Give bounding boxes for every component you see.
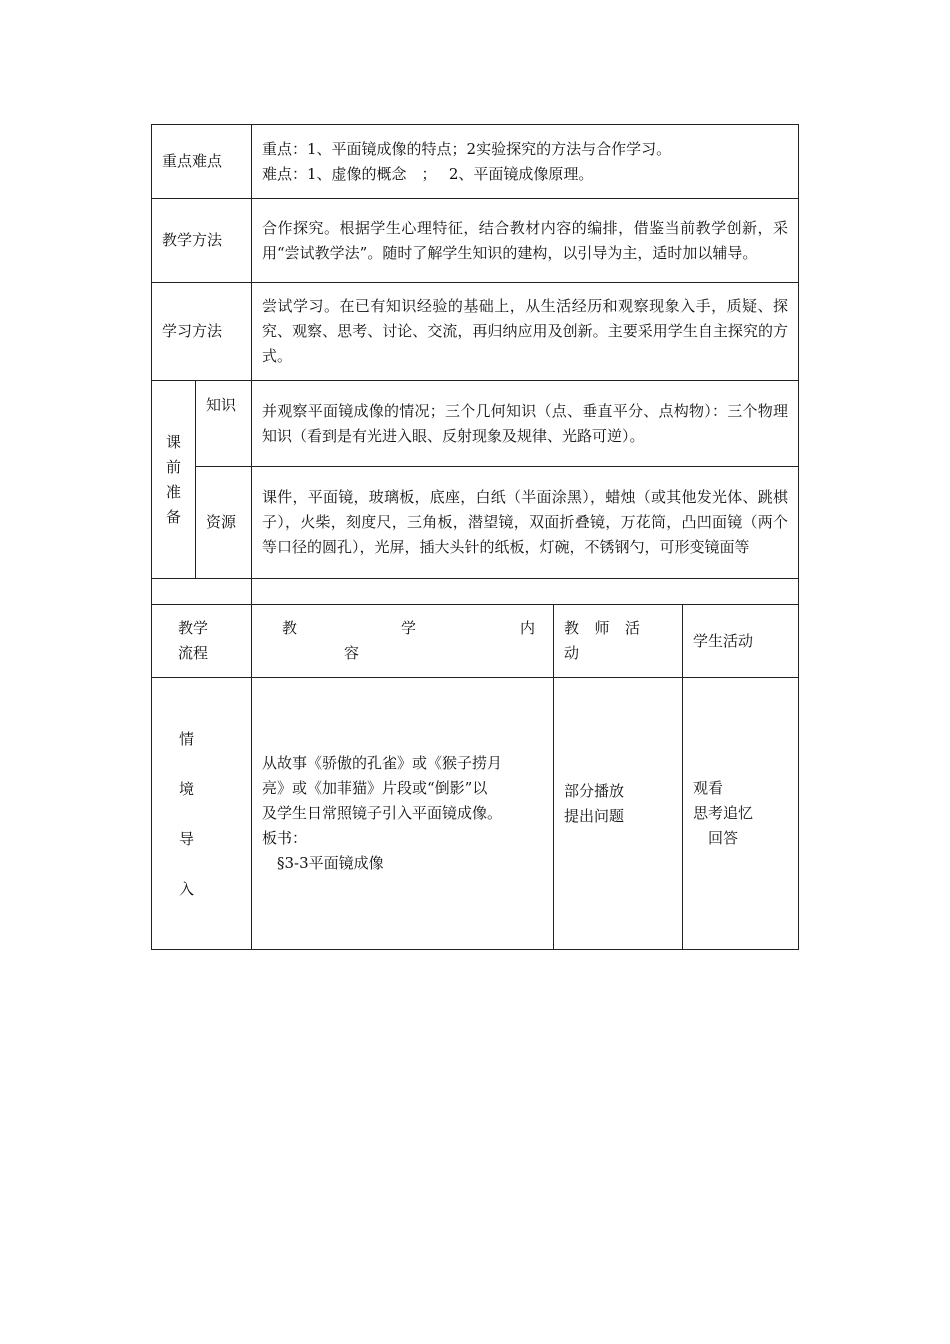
preparation-char: 备: [165, 507, 181, 526]
preparation-char: 前: [165, 457, 181, 476]
header-teacher-line-2: 动: [564, 644, 580, 662]
row-process-header: [152, 605, 799, 678]
header-flow-line-1: 教学: [178, 619, 209, 637]
stage-1-char: 情: [179, 729, 195, 748]
knowledge-text: 并观察平面镜成像的情况；三个几何知识（点、垂直平分、点构物）：三个物理知识（看到是有光进入眼、反射现象及规律、光路可逆）。: [252, 381, 799, 467]
resources-label: 资源: [196, 467, 252, 579]
stage-1-content: [252, 678, 554, 950]
stage-1-teacher-line: 部分播放: [564, 781, 625, 800]
focus-label: 重点难点: [152, 125, 252, 199]
row-stage-1: [152, 678, 799, 950]
header-flow: [152, 605, 252, 678]
focus-line-1: 重点：1、平面镜成像的特点；2实验探究的方法与合作学习。: [262, 139, 672, 158]
row-knowledge: [152, 381, 799, 467]
header-teacher-char: 教: [564, 619, 580, 637]
focus-content: [252, 125, 799, 199]
spacer-cell: [252, 579, 799, 605]
row-learning-method: [152, 283, 799, 381]
stage-1-char: 境: [179, 779, 195, 798]
header-teacher-line-1: [564, 616, 672, 641]
stage-1-content-line: 从故事《骄傲的孔雀》或《猴子捞月: [262, 754, 503, 772]
stage-1-content-line: §3-3平面镜成像: [262, 854, 384, 872]
header-content: [252, 605, 554, 678]
knowledge-label: 知识: [196, 381, 252, 467]
preparation-label: [152, 381, 196, 579]
focus-line-2: 难点：1、虚像的概念 ； 2、平面镜成像原理。: [262, 164, 594, 183]
header-content-line-2: 容: [344, 644, 360, 662]
stage-1-teacher: [554, 678, 683, 950]
row-teaching-method: [152, 199, 799, 283]
header-teacher: [554, 605, 683, 678]
header-student: 学生活动: [683, 605, 799, 678]
stage-1-content-line: 及学生日常照镜子引入平面镜成像。: [262, 804, 503, 822]
stage-1-student: [683, 678, 799, 950]
header-content-line-1: [282, 616, 543, 641]
preparation-char: 课: [165, 432, 181, 451]
header-flow-line-2: 流程: [178, 644, 209, 662]
header-content-char: 教: [282, 619, 298, 637]
learning-method-text: 尝试学习。在已有知识经验的基础上，从生活经历和观察现象入手，质疑、探究、观察、思考、讨论、交流，再归纳应用及创新。主要采用学生自主探究的方式。: [252, 283, 799, 381]
preparation-char: 准: [165, 482, 181, 501]
stage-1-name: [152, 678, 252, 950]
row-focus: [152, 125, 799, 199]
stage-1-char: 导: [179, 829, 195, 848]
header-teacher-char: 活: [624, 619, 640, 637]
stage-1-student-line: 观看: [693, 779, 724, 797]
stage-1-content-line: 亮》或《加菲猫》片段或“倒影”以: [262, 779, 488, 797]
row-resources: [152, 467, 799, 579]
header-teacher-char: 师: [594, 619, 610, 637]
stage-1-char: 入: [179, 879, 195, 898]
teaching-method-text: 合作探究。根据学生心理特征，结合教材内容的编排，借鉴当前教学创新，采用“尝试教学法”。随时了解学生知识的建构，以引导为主，适时加以辅导。: [252, 199, 799, 283]
stage-1-teacher-line: 提出问题: [564, 806, 625, 825]
header-content-char: 内: [519, 619, 535, 637]
header-content-char: 学: [401, 619, 417, 637]
stage-1-content-line: 板书：: [262, 829, 308, 847]
lesson-plan-table: [151, 124, 799, 950]
teaching-method-label: 教学方法: [152, 199, 252, 283]
row-spacer: [152, 579, 799, 605]
resources-text: 课件，平面镜，玻璃板，底座，白纸（半面涂黑），蜡烛（或其他发光体、跳棋子），火柴，刻度尺，三角板，潜望镜，双面折叠镜，万花筒，凸凹面镜（两个等口径的圆孔），光屏，插大头针的纸板，灯碗，不锈钢勺，可形变镜面等: [252, 467, 799, 579]
spacer-cell: [152, 579, 252, 605]
stage-1-student-line: 回答: [693, 829, 739, 847]
learning-method-label: 学习方法: [152, 283, 252, 381]
stage-1-student-line: 思考追忆: [693, 804, 754, 822]
